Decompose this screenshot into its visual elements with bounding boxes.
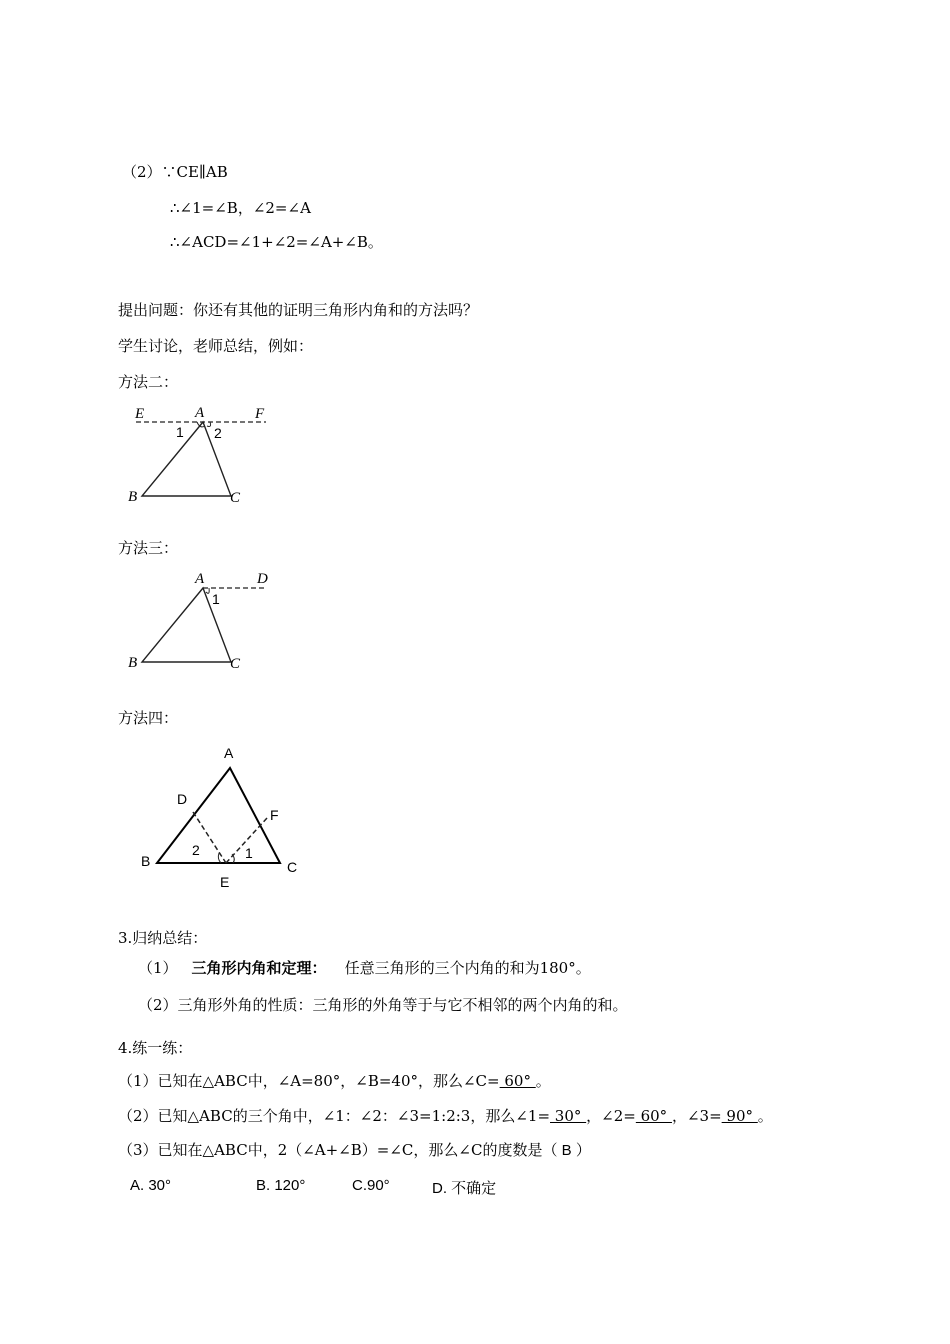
label-e: E [220,874,230,890]
practice-q2 [118,1106,773,1126]
q2-text: （2）已知△ABC的三个角中，∠1：∠2：∠3=1:2:3，那么∠1= [118,1107,551,1125]
practice-q3 [118,1140,591,1161]
label-a: A [224,745,234,761]
theorem-name: 三角形内角和定理： [191,959,327,977]
label-a: A [195,405,205,421]
practice-q1 [118,1071,551,1091]
option-a: A. 30° [130,1177,172,1194]
summary-item-1 [138,958,591,978]
q3-end: ） [575,1141,591,1159]
practice-heading: 4.练一练： [118,1039,193,1057]
method3-title: 方法三： [118,539,179,557]
q2-answer-2: 60° [635,1107,672,1125]
triangle-abc [157,768,280,863]
discussion-text: 学生讨论，老师总结，例如： [118,337,314,355]
label-f: F [270,807,279,823]
label-b: B [141,853,151,869]
q2-answer-1: 30° [550,1107,587,1125]
summary-item-2: （2）三角形外角的性质：三角形的外角等于与它不相邻的两个内角的和。 [138,996,628,1014]
label-1: 1 [212,591,220,607]
label-1: 1 [245,845,253,861]
summary-heading: 3.归纳总结： [118,929,208,947]
label-c: C [230,490,241,506]
label-e: E [135,406,145,422]
q2-answer-3: 90° [721,1107,758,1125]
theorem-text: 任意三角形的三个内角的和为180°。 [344,959,591,977]
option-b: B. 120° [256,1177,306,1194]
q3-answer: B [557,1142,576,1159]
proof-line-3: ∴∠ACD=∠1+∠2=∠A+∠B。 [170,233,383,251]
label-2: 2 [192,842,200,858]
q1-answer: 60° [499,1072,536,1090]
q1-end: 。 [535,1072,551,1090]
question-text: 提出问题：你还有其他的证明三角形内角和的方法吗？ [118,301,479,319]
method4-title: 方法四： [118,709,179,727]
label-1: 1 [176,424,184,440]
q2-mid-1: ，∠2= [586,1107,636,1125]
method2-title: 方法二： [118,373,179,391]
q1-text: （1）已知在△ABC中，∠A=80°，∠B=40°，那么∠C= [118,1072,500,1090]
angle-2-arc [207,422,211,427]
summary-item-1-prefix: （1） [138,959,178,977]
q2-end: 。 [757,1107,773,1125]
label-d: D [257,571,268,587]
label-d: D [177,791,188,807]
q2-mid-2: ，∠3= [671,1107,722,1125]
option-c: C.90° [352,1177,390,1194]
angle-1-arc [206,588,209,593]
method3-diagram [120,566,280,676]
method4-diagram [135,740,315,895]
label-2: 2 [214,425,222,441]
option-d: D. 不确定 [432,1180,497,1197]
q3-text: （3）已知在△ABC中，2（∠A+∠B）=∠C，那么∠C的度数是（ [118,1141,558,1159]
label-c: C [230,656,241,672]
label-b: B [128,489,138,505]
proof-line-1: （2）∵CE∥AB [122,163,228,181]
label-a: A [195,571,205,587]
proof-line-2: ∴∠1=∠B，∠2=∠A [170,199,311,217]
label-c: C [287,859,298,875]
label-f: F [255,406,265,422]
method2-diagram [120,400,280,510]
label-b: B [128,655,138,671]
